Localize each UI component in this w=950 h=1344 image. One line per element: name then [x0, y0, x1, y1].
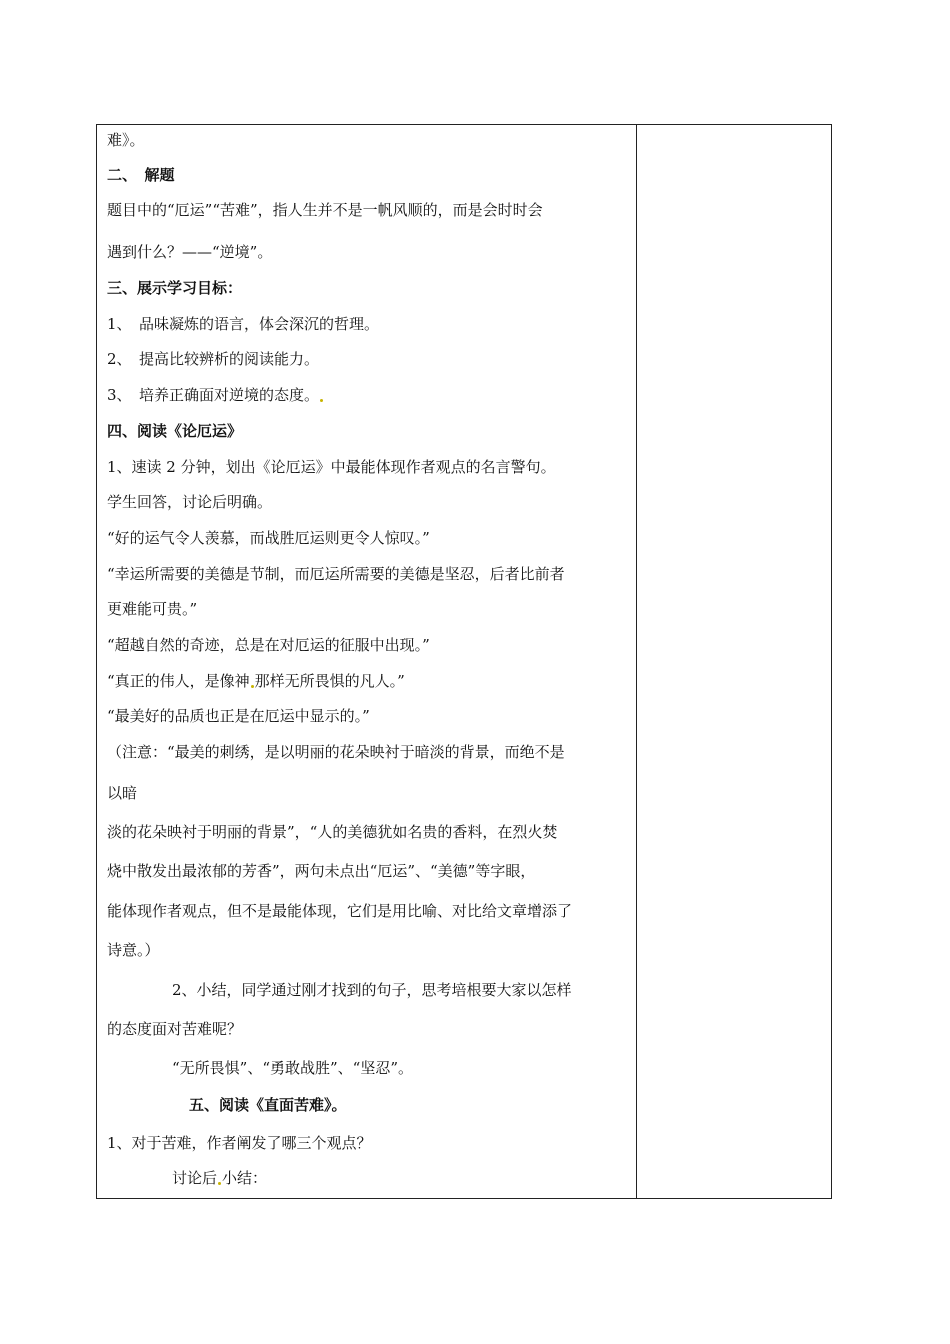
text-line: 烧中散发出最浓郁的芳香”，两句未点出“厄运”、“美德”等字眼， [107, 862, 536, 880]
quote-line: “幸运所需要的美德是节制，而厄运所需要的美德是坚忍，后者比前者 [107, 565, 565, 583]
text-line: 讨论后 小结： [172, 1169, 268, 1187]
text-line: 能体现作者观点，但不是最能体现，它们是用比喻、对比给文章增添了 [107, 902, 573, 920]
text-line: 题目中的“厄运”“苦难”，指人生并不是一帆风顺的，而是会时时会 [107, 201, 543, 219]
list-item: 3、 培养正确面对逆境的态度。 [107, 385, 324, 405]
quote-line: “最美好的品质也正是在厄运中显示的。” [107, 707, 370, 725]
quote-line: 更难能可贵。” [107, 600, 198, 618]
text-line: 1、对于苦难，作者阐发了哪三个观点？ [107, 1134, 372, 1152]
quote-line: “好的运气令人羡慕，而战胜厄运则更令人惊叹。” [107, 529, 430, 547]
text-line: 诗意。） [107, 941, 160, 959]
mark-dot [251, 685, 254, 688]
text-line: 淡的花朵映衬于明丽的背景”，“人的美德犹如名贵的香料，在烈火焚 [107, 823, 558, 841]
list-item: 2、 提高比较辨析的阅读能力。 [107, 350, 320, 368]
mark-dot [218, 1182, 221, 1185]
mark-dot [320, 399, 323, 402]
text-line: 学生回答，讨论后明确。 [107, 493, 273, 511]
text-line: 的态度面对苦难呢？ [107, 1020, 243, 1038]
section-heading: 五、阅读《直面苦难》。 [189, 1096, 347, 1114]
text-line: “无所畏惧”、“勇敢战胜”、“坚忍”。 [172, 1059, 414, 1077]
text-line: 难》。 [107, 131, 145, 149]
section-heading: 四、阅读《论厄运》 [107, 422, 243, 440]
text-line: 1、速读 2 分钟，划出《论厄运》中最能体现作者观点的名言警句。 [107, 458, 556, 476]
quote-line: “真正的伟人，是像神 那样无所畏惧的凡人。” [107, 672, 405, 690]
section-heading: 三、展示学习目标： [107, 279, 243, 297]
text-line: 以暗 [107, 784, 138, 802]
text-line: 2、小结，同学通过刚才找到的句子，思考培根要大家以怎样 [172, 981, 572, 999]
section-heading: 二、 解题 [107, 166, 175, 184]
quote-line: “超越自然的奇迹，总是在对厄运的征服中出现。” [107, 636, 430, 654]
notes-cell [637, 125, 831, 1198]
text-line: （注意：“最美的刺绣，是以明丽的花朵映衬于暗淡的背景，而绝不是 [107, 743, 565, 761]
list-item: 1、 品味凝炼的语言，体会深沉的哲理。 [107, 315, 380, 333]
lesson-table [96, 124, 832, 1199]
text-line: 遇到什么？——“逆境”。 [107, 243, 273, 261]
